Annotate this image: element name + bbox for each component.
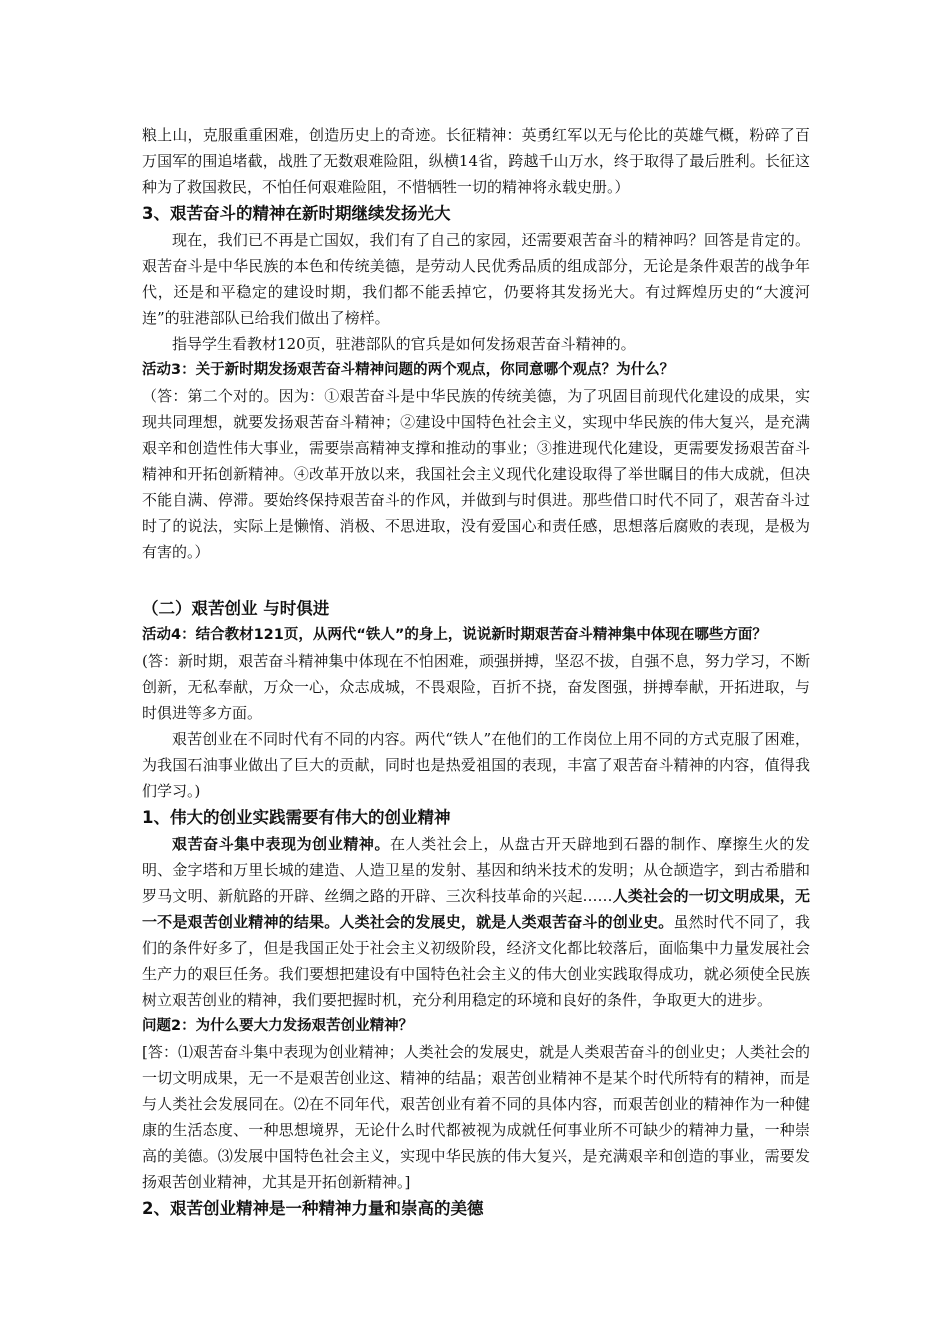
question-2-answer: [答：⑴艰苦奋斗集中表现为创业精神；人类社会的发展史，就是人类艰苦奋斗的创业史；人类社会的一切文明成果，无一不是艰苦创业这、精神的结晶；艰苦创业精神不是某个时代所特有的精神，而是与人类社会发展同在。⑵在不同年代，艰苦创业有着不同的具体内容，而艰苦创业的精神作为一种健康的生活态度、一种思想境界，无论什么时代都被视为成就任何事业所不可缺少的精神力量，一种崇高的美德。⑶发展中国特色社会主义，实现中华民族的伟大复兴，是充满艰辛和创造的事业，需要发扬艰苦创业精神，尤其是开拓创新精神。]	[142, 1043, 810, 1191]
intro-paragraph: 粮上山，克服重重困难，创造历史上的奇迹。长征精神：英勇红军以无与伦比的英雄气概，粉碎了百万国军的围追堵截，战胜了无数艰难险阻，纵横14省，跨越千山万水，终于取得了最后胜利。长征这种为了救国救民，不怕任何艰难险阻，不惜牺牲一切的精神将永载史册。）	[142, 126, 810, 196]
subsection-1-paragraph	[142, 831, 810, 1013]
heading-section-3: 3、艰苦奋斗的精神在新时期继续发扬光大	[142, 204, 451, 223]
activity-4-answer-continued: 艰苦创业在不同时代有不同的内容。两代“铁人”在他们的工作岗位上用不同的方式克服了困难，为我国石油事业做出了巨大的贡献，同时也是热爱祖国的表现，丰富了艰苦奋斗精神的内容，值得我们学习。)	[142, 730, 810, 800]
text-run-1: 在人类社会上，从盘古开天辟地到石器的制作、摩擦生火的发明、金字塔和万里长城的建造、人造卫星的发射、基因和纳米技术的发明；从仓颉造字，到古希腊和罗马文明、新航路的开辟、丝绸之路的开辟、三次科技革命的兴起……	[142, 835, 810, 905]
section-3-guide: 指导学生看教材120页，驻港部队的官兵是如何发扬艰苦奋斗精神的。	[172, 335, 636, 353]
heading-subsection-2: 2、艰苦创业精神是一种精神力量和崇高的美德	[142, 1199, 484, 1218]
question-2: 问题2：为什么要大力发扬艰苦创业精神？	[142, 1018, 414, 1034]
bold-statement-2: 人类社会的一切文明成果，无一不是艰苦创业精神的结果。人类社会的发展史，就是人类艰苦奋斗的创业史。	[142, 887, 810, 931]
heading-part-2: （二）艰苦创业 与时俱进	[142, 599, 330, 618]
section-3-paragraph: 现在，我们已不再是亡国奴，我们有了自己的家园，还需要艰苦奋斗的精神吗？回答是肯定的。艰苦奋斗是中华民族的本色和传统美德，是劳动人民优秀品质的组成部分，无论是条件艰苦的战争年代，还是和平稳定的建设时期，我们都不能丢掉它，仍要将其发扬光大。有过辉煌历史的“大渡河连”的驻港部队已给我们做出了榜样。	[142, 231, 810, 327]
activity-4-question: 活动4：结合教材121页，从两代“铁人”的身上，说说新时期艰苦奋斗精神集中体现在哪些方面？	[142, 627, 767, 643]
text-run-2: 虽然时代不同了，我们的条件好多了，但是我国正处于社会主义初级阶段，经济文化都比较落后，面临集中力量发展社会生产力的艰巨任务。我们要想把建设有中国特色社会主义的伟大创业实践取得成功，就必须使全民族树立艰苦创业的精神，我们要把握时机，充分利用稳定的环境和良好的条件，争取更大的进步。	[142, 913, 810, 1009]
activity-3-answer: （答：第二个对的。因为：①艰苦奋斗是中华民族的传统美德，为了巩固目前现代化建设的成果，实现共同理想，就要发扬艰苦奋斗精神；②建设中国特色社会主义，实现中华民族的伟大复兴，是充满艰辛和创造性伟大事业，需要崇高精神支撑和推动的事业；③推进现代化建设，更需要发扬艰苦奋斗精神和开拓创新精神。④改革开放以来，我国社会主义现代化建设取得了举世瞩目的伟大成就，但决不能自满、停滞。要始终保持艰苦奋斗的作风，并做到与时俱进。那些借口时代不同了，艰苦奋斗过时了的说法，实际上是懒惰、消极、不思进取，没有爱国心和责任感，思想落后腐败的表现，是极为有害的。）	[142, 387, 810, 561]
document-page	[142, 122, 810, 1222]
spacer	[142, 565, 810, 595]
bold-statement-1: 艰苦奋斗集中表现为创业精神。	[172, 835, 391, 853]
activity-4-answer: (答：新时期，艰苦奋斗精神集中体现在不怕困难，顽强拼搏，坚忍不拔，自强不息，努力学习，不断创新，无私奉献，万众一心，众志成城，不畏艰险，百折不挠，奋发图强，拼搏奉献，开拓进取，与时俱进等多方面。	[142, 652, 810, 722]
heading-subsection-1: 1、伟大的创业实践需要有伟大的创业精神	[142, 808, 451, 827]
activity-3-question: 活动3：关于新时期发扬艰苦奋斗精神问题的两个观点，你同意哪个观点？为什么？	[142, 362, 675, 378]
